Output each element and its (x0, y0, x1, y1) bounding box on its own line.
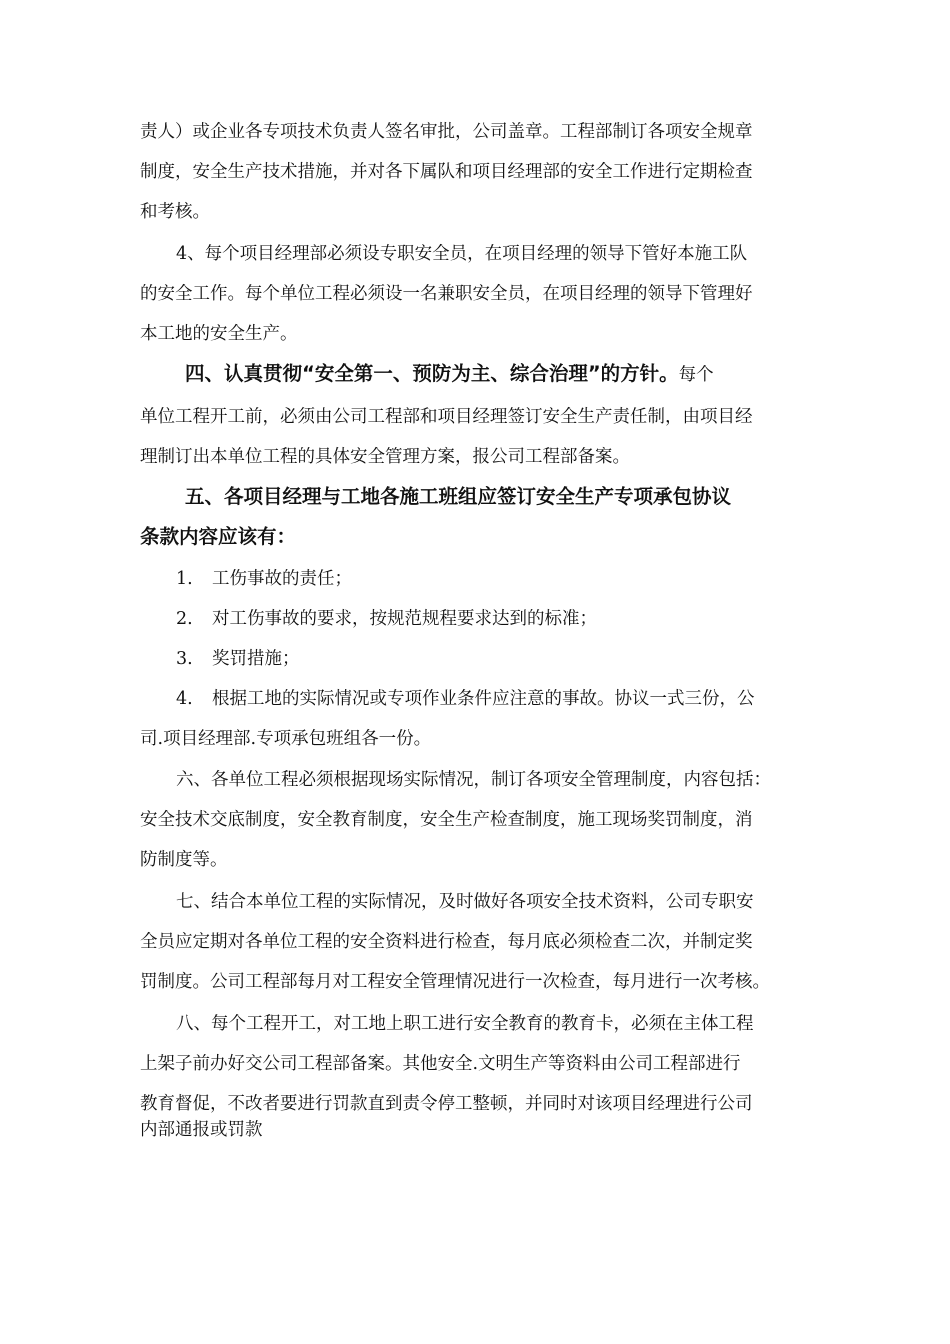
section-5-heading: 五、各项目经理与工地各施工班组应签订安全生产专项承包协议 (185, 485, 732, 508)
paragraph-2-line-2: 的安全工作。每个单位工程必须设一名兼职安全员，在项目经理的领导下管理好 (140, 284, 753, 304)
paragraph-1-line-2: 制度，安全生产技术措施，并对各下属队和项目经理部的安全工作进行定期检查 (140, 162, 753, 182)
section-8-line-2: 上架子前办好交公司工程部备案。其他安全.文明生产等资料由公司工程部进行 (140, 1054, 741, 1074)
section-4-heading: 四、认真贯彻“安全第一、预防为主、综合治理”的方针。 (185, 362, 679, 385)
list-item (176, 647, 300, 671)
section-7-line-3: 罚制度。公司工程部每月对工程安全管理情况进行一次检查，每月进行一次考核。 (140, 972, 770, 992)
list-item-number: 2. (176, 609, 193, 629)
list-item-text: 对工伤事故的要求，按规范规程要求达到的标准； (212, 609, 597, 629)
section-8-line-3: 教育督促，不改者要进行罚款直到责令停工整顿，并同时对该项目经理进行公司 (140, 1094, 753, 1114)
section-4-line-3: 理制订出本单位工程的具体安全管理方案，报公司工程部备案。 (140, 447, 630, 467)
list-item-continuation: 司.项目经理部.专项承包班组各一份。 (140, 729, 432, 749)
list-item-text: 工伤事故的责任； (212, 569, 352, 589)
section-6-line-3: 防制度等。 (140, 850, 228, 870)
list-item-number: 4. (176, 689, 193, 709)
section-8-line-1: 八、每个工程开工，对工地上职工进行安全教育的教育卡，必须在主体工程 (176, 1014, 754, 1034)
list-item-text: 奖罚措施； (212, 649, 300, 669)
section-4-line-2: 单位工程开工前，必须由公司工程部和项目经理签订安全生产责任制，由项目经 (140, 407, 753, 427)
section-7-line-1: 七、结合本单位工程的实际情况，及时做好各项安全技术资料，公司专职安 (176, 892, 754, 912)
paragraph-2-line-3: 本工地的安全生产。 (140, 324, 298, 344)
paragraph-1-line-1: 责人）或企业各专项技术负责人签名审批，公司盖章。工程部制订各项安全规章 (140, 122, 753, 142)
list-item (176, 567, 352, 591)
section-5-heading-line-2: 条款内容应该有： (140, 525, 297, 548)
section-7-line-2: 全员应定期对各单位工程的安全资料进行检查，每月底必须检查二次，并制定奖 (140, 932, 753, 952)
list-item-text: 根据工地的实际情况或专项作业条件应注意的事故。协议一式三份，公 (212, 689, 755, 709)
list-item-number: 1. (176, 569, 193, 589)
section-8-line-4: 内部通报或罚款 (140, 1120, 263, 1140)
section-6-line-1: 六、各单位工程必须根据现场实际情况，制订各项安全管理制度，内容包括： (176, 770, 771, 790)
section-4-heading-line (185, 362, 714, 387)
section-6-line-2: 安全技术交底制度，安全教育制度，安全生产检查制度，施工现场奖罚制度，消 (140, 810, 753, 830)
paragraph-2-line-1: 4、每个项目经理部必须设专职安全员，在项目经理的领导下管好本施工队 (176, 244, 748, 264)
paragraph-1-line-3: 和考核。 (140, 202, 210, 222)
list-item (176, 687, 755, 711)
section-4-heading-tail: 每个 (678, 365, 714, 385)
list-item-number: 3. (176, 649, 193, 669)
list-item (176, 607, 597, 631)
